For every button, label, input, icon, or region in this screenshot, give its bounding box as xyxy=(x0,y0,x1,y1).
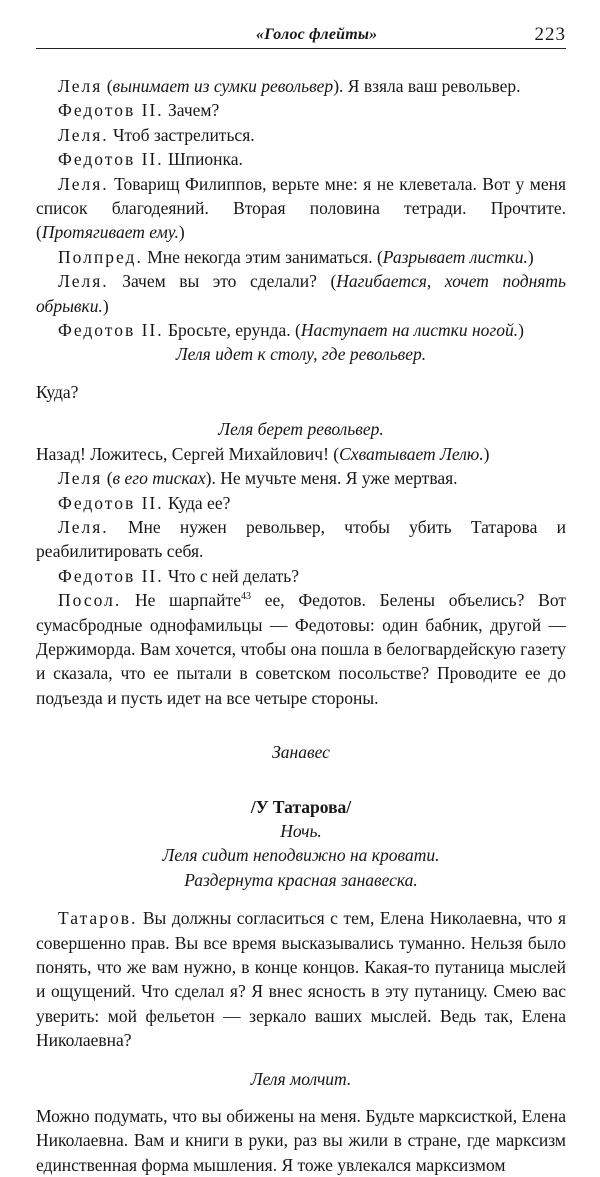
curtain-direction: Занавес xyxy=(272,742,330,763)
speaker: Татаров. xyxy=(58,908,138,929)
footnote-marker[interactable]: 43 xyxy=(240,591,251,603)
punct: ) xyxy=(518,320,524,341)
line-lelya-4 xyxy=(36,269,566,318)
speech: Что с ней делать? xyxy=(163,565,300,586)
line-lelya-3 xyxy=(36,172,566,245)
stage-direction: вынимает из сумки револьвер xyxy=(112,76,334,96)
line-tatarov-2: Можно подумать, что вы обижены на меня. Будьте марксисткой, Елена Николаевна. Вам и книги в руки, раз вы жили в стране, где марксизм единственная форма мышления. Я тоже увлекался марксизмом xyxy=(36,1106,566,1175)
speaker: Федотов II. xyxy=(58,565,164,586)
punct: ) xyxy=(178,222,185,243)
speech: Назад! Ложитесь, Сергей Михайлович! ( xyxy=(36,443,340,464)
spacer xyxy=(36,367,566,380)
speech: Вы должны согласиться с тем, Елена Николаевна, что я совершенно прав. Вы все время высказывались туманно. Нельзя было понять, что же вам нужно, в конце концов. Какая-то путаница мыслей и ощущений. Что сделал я? Я внес ясность в эту путаницу. Смею вас уверить: мой фельетон — зеркало ваших мыслей. Ведь так, Елена Николаевна? xyxy=(36,908,566,1051)
speech: Зачем вы это сделали? ( xyxy=(108,271,337,292)
line-fedotov-2 xyxy=(36,147,566,171)
scene-heading: /У Татарова/ xyxy=(250,796,352,817)
speech: ее, Федотов. Белены объелись? Вот сумасбродные однофамильцы — Федотовы: один бабник, другой — Держиморда. Вам хочется, чтобы она пошла в белогвардейскую газету и сказала, что ее пытали в советском посольстве? Проводите ее до подъезда и пусть идет на все четыре стороны. xyxy=(36,590,566,708)
speaker: Леля xyxy=(58,76,103,96)
stage-direction: Протягивает ему. xyxy=(41,222,179,243)
line-lelya-1: Леля (вынимает из сумки револьвер). Я взяла ваш револьвер. xyxy=(58,76,521,96)
line-nazad xyxy=(36,442,566,466)
line-fedotov-3 xyxy=(36,318,566,342)
speaker: Федотов II. xyxy=(58,492,164,513)
stage-direction-4: Раздернута красная занавеска. xyxy=(184,869,418,890)
speaker: Полпред. xyxy=(58,246,143,267)
speech: Шпионка. xyxy=(163,149,243,170)
speech: Чтоб застрелиться. xyxy=(108,124,255,145)
speech: Куда ее? xyxy=(163,492,231,513)
speech: Мне некогда этим заниматься. ( xyxy=(142,246,383,267)
spacer xyxy=(36,765,566,795)
stage-direction: Нагибается, хочет поднять обрывки. xyxy=(36,271,566,316)
line-polpred-1 xyxy=(36,245,566,269)
punct: ) xyxy=(527,246,534,267)
punct: ) xyxy=(102,295,109,316)
spacer xyxy=(36,892,566,906)
speaker: Посол. xyxy=(58,590,122,611)
speaker: Федотов II. xyxy=(58,149,164,170)
stage-direction-1: Леля идет к столу, где револьвер. xyxy=(175,344,427,365)
line-fedotov-5 xyxy=(36,564,566,588)
speaker: Федотов II. xyxy=(58,100,164,121)
speaker: Леля xyxy=(58,468,103,489)
stage-direction: в его тисках xyxy=(112,468,206,489)
line-tatarov-1 xyxy=(36,906,566,1052)
spacer xyxy=(36,710,566,740)
speech: Не шарпайте xyxy=(121,590,241,611)
spacer xyxy=(36,404,566,417)
speech: ). Я взяла ваш револьвер. xyxy=(333,76,521,96)
speech: ). Не мучьте меня. Я уже мертвая. xyxy=(205,468,458,489)
speech: Зачем? xyxy=(163,100,220,121)
running-title: «Голос флейты» xyxy=(256,26,378,43)
speaker: Леля. xyxy=(58,271,109,292)
speech: Товарищ Филиппов, верьте мне: я не клеветала. Вот у меня список благодеяний. Вторая половина тетради. Прочтите. ( xyxy=(36,173,566,243)
line-kuda: Куда? xyxy=(36,381,79,402)
line-lelya-6 xyxy=(36,515,566,564)
punct: ) xyxy=(483,443,490,464)
stage-direction-3: Леля сидит неподвижно на кровати. xyxy=(162,845,440,866)
stage-direction-5: Леля молчит. xyxy=(250,1068,352,1089)
spacer xyxy=(36,1053,566,1067)
speaker: Федотов II. xyxy=(58,320,164,341)
page-number: 223 xyxy=(534,24,566,45)
speaker: Леля. xyxy=(58,124,109,145)
line-fedotov-1 xyxy=(36,98,566,122)
speaker: Леля. xyxy=(58,516,109,537)
scene-time: Ночь. xyxy=(280,820,322,841)
text-body xyxy=(36,74,566,1177)
line-fedotov-4 xyxy=(36,491,566,515)
stage-direction-2: Леля берет револьвер. xyxy=(218,419,384,440)
stage-direction: Схватывает Лелю. xyxy=(339,443,484,464)
speech: Бросьте, ерунда. ( xyxy=(163,320,301,341)
line-lelya-5: Леля (в его тисках). Не мучьте меня. Я уже мертвая. xyxy=(58,468,458,489)
page-header xyxy=(36,24,566,49)
speaker: Леля. xyxy=(58,173,109,194)
line-lelya-2 xyxy=(36,123,566,147)
spacer xyxy=(36,1091,566,1104)
stage-direction: Разрывает листки. xyxy=(382,246,528,267)
line-posol-1 xyxy=(36,588,566,710)
stage-direction: Наступает на листки ногой. xyxy=(300,320,519,341)
speech: Мне нужен револьвер, чтобы убить Татарова и реабилитировать себя. xyxy=(36,516,566,562)
